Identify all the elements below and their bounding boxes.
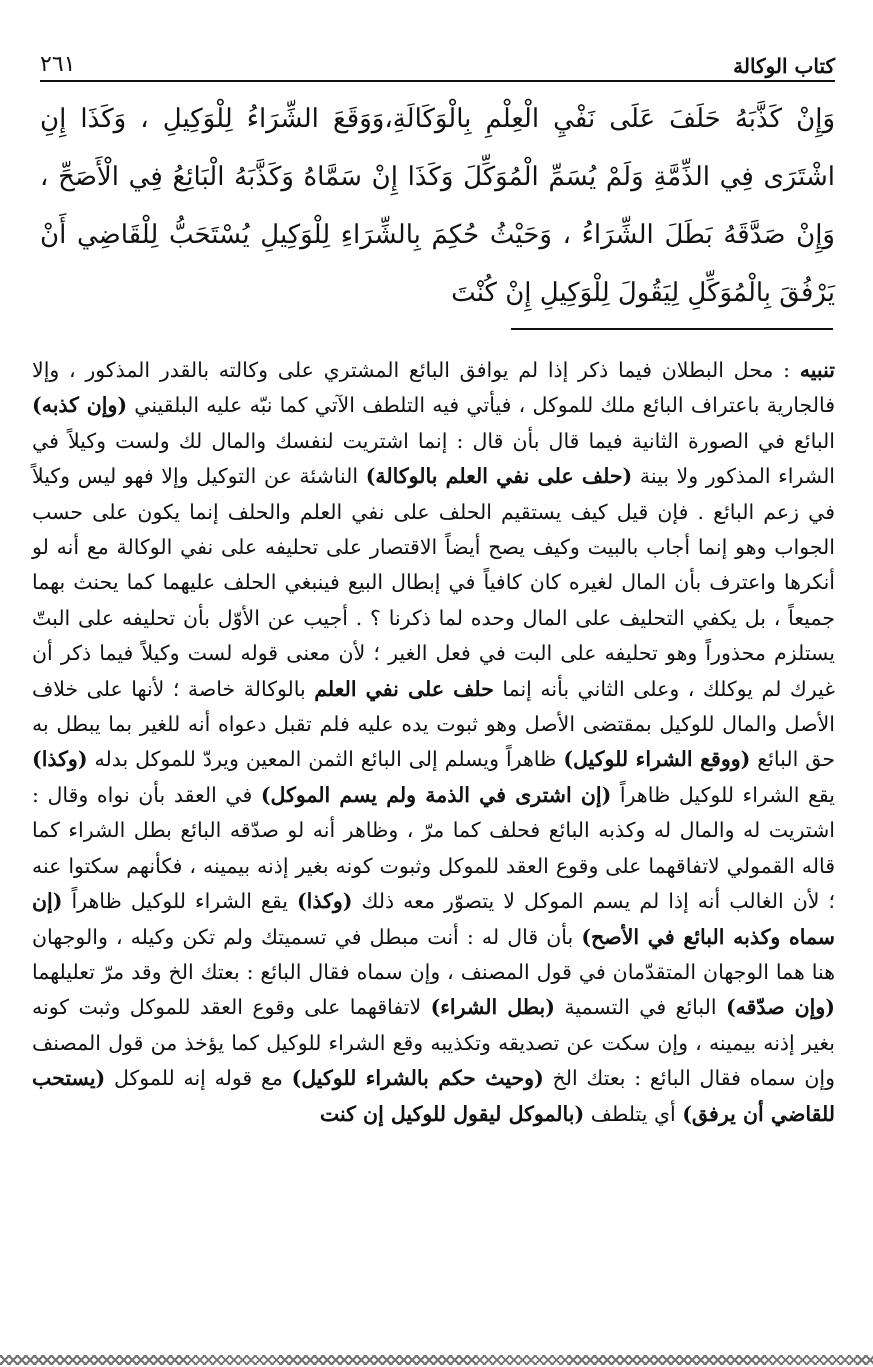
main-text-block	[40, 90, 835, 322]
quoted-term: تنبيه	[799, 358, 835, 382]
quoted-term: (وإن صدّقه)	[725, 995, 835, 1020]
quoted-term: (وحيث حكم بالشراء للوكيل)	[291, 1066, 544, 1091]
quoted-term: حلف على نفي العلم	[314, 676, 494, 701]
commentary-text: لاتفاقهما على وقوع العقد للموكل وثبت كونه بغير إذنه بيمينه ، وإن سكت عن تصديقه وتكذيبه وقع الشراء للوكيل كما يؤخذ من قول المصنف وإن سماه فقال البائع : بعتك الخ	[32, 995, 835, 1091]
commentary-block	[32, 353, 835, 1132]
page-header	[40, 40, 835, 76]
running-title: كتاب الوكالة	[733, 54, 835, 78]
quoted-term: (يستحب للقاضي أن يرفق)	[32, 1066, 835, 1126]
main-text-paragraph: وَإِنْ كَذَّبَهُ حَلَفَ عَلَى نَفْيِ الْعِلْمِ بِالْوَكَالَةِ،وَوَقَعَ الشِّرَاءُ لِلْوَكِيلِ ، وَكَذَا إِنِ اشْتَرَى فِي الذِّمَّةِ وَلَمْ يُسَمِّ الْمُوَكِّلَ وَكَذَا إِنْ سَمَّاهُ وَكَذَّبَهُ الْبَائِعُ فِي الْأَصَحِّ ، وَإِنْ صَدَّقَهُ بَطَلَ الشِّرَاءُ ، وَحَيْثُ حُكِمَ بِالشِّرَاءِ لِلْوَكِيلِ يُسْتَحَبُّ لِلْقَاضِي أَنْ يَرْفُقَ بِالْمُوَكِّلِ لِيَقُولَ لِلْوَكِيلِ إِنْ كُنْتَ	[40, 104, 835, 308]
commentary-text: البائع في التسمية	[554, 995, 726, 1020]
commentary-text: في العقد بأن نواه وقال : اشتريت له والمال له وكذبه البائع فحلف كما مرّ ، وظاهر أنه لو صدّقه البائع بطل الشراء كما قاله القمولي لاتفاقهما على وقوع العقد للموكل وثبوت كونه بغير إذنه بيمينه ، فكأنهم سكتوا عنه ؛ لأن الغالب أنه إذا لم يسم الموكل لا يتصوّر معه ذلك	[32, 782, 835, 914]
commentary-text: : محل البطلان فيما ذكر إذا لم يوافق البائع المشتري على وكالته بالقدر المذكور ، وإلا فالجارية باعتراف البائع ملك للموكل ، فيأتي فيه التلطف الآتي كما نبّه عليه البلقيني	[32, 358, 835, 418]
commentary-paragraph	[32, 353, 835, 1132]
quoted-term: (إن اشترى في الذمة ولم يسم الموكل)	[260, 782, 612, 807]
page-number: ٢٦١	[40, 52, 76, 77]
commentary-text: بالوكالة خاصة ؛ لأنها على خلاف الأصل والمال للوكيل بمقتضى الأصل وهو ثبوت يده عليه فلم تقبل دعواه أنه للغير بما يبطل به حق البائع	[32, 676, 836, 772]
commentary-text: الناشئة عن التوكيل وإلا فهو ليس وكيلاً في زعم البائع . فإن قيل كيف يستقيم الحلف على نفي العلم والحلف إنما يكون على حسب الجواب وهو إنما أجاب بالبيت وكيف يصح أيضاً الاقتصار على تحليفه على نفي الوكالة مع أنه لو أنكرها واعترف بأن المال لغيره كان كافياً في إبطال البيع فينبغي الحلف عليهما كما يحنث بهما جميعاً ، بل يكفي التحليف على المال وحده لما ذكرنا ؟ . أجيب عن الأوّل بأن تحليفه على البتّ يستلزم محذوراً وهو تحليفه على البت في فعل الغير ؛ لأن معنى قوله لست وكيلاً فيما ذكر أن غيرك لم يوكلك ، وعلى الثاني بأنه إنما	[32, 464, 835, 701]
commentary-text: يقع الشراء للوكيل ظاهراً	[611, 782, 836, 807]
quoted-term: (وإن كذبه)	[32, 393, 128, 418]
quoted-term: (ووقع الشراء للوكيل)	[563, 747, 751, 772]
decorative-bottom-border	[0, 1355, 873, 1365]
quoted-term: (إن سماه وكذبه البائع في الأصح)	[32, 889, 835, 949]
commentary-separator-rule	[511, 328, 833, 330]
quoted-term: (حلف على نفي العلم بالوكالة)	[365, 464, 633, 489]
commentary-text: يقع الشراء للوكيل ظاهراً	[62, 889, 297, 914]
header-rule	[40, 80, 835, 82]
commentary-text: مع قوله إنه للموكل	[105, 1066, 292, 1091]
quoted-term: (وكذا)	[32, 747, 88, 772]
quoted-term: (بطل الشراء)	[430, 995, 555, 1020]
commentary-text: بأن قال له : أنت مبطل في تسميتك ولم تكن وكيله ، والوجهان هنا هما الوجهان المتقدّمان في قول المصنف ، وإن سماه فقال البائع : بعتك الخ وقد مرّ تعليلهما	[32, 924, 835, 984]
quoted-term: (بالموكل ليقول للوكيل إن كنت	[319, 1101, 585, 1126]
quoted-term: (وكذا)	[296, 889, 353, 914]
commentary-text: أي يتلطف	[584, 1101, 683, 1126]
commentary-text: البائع في الصورة الثانية فيما قال بأن قال : إنما اشتريت لنفسك والمال لك ولست وكيلاً في الشراء المذكور ولا بينة	[32, 428, 836, 489]
commentary-text: ظاهراً ويسلم إلى البائع الثمن المعين ويردّ للموكل بدله	[87, 747, 564, 772]
